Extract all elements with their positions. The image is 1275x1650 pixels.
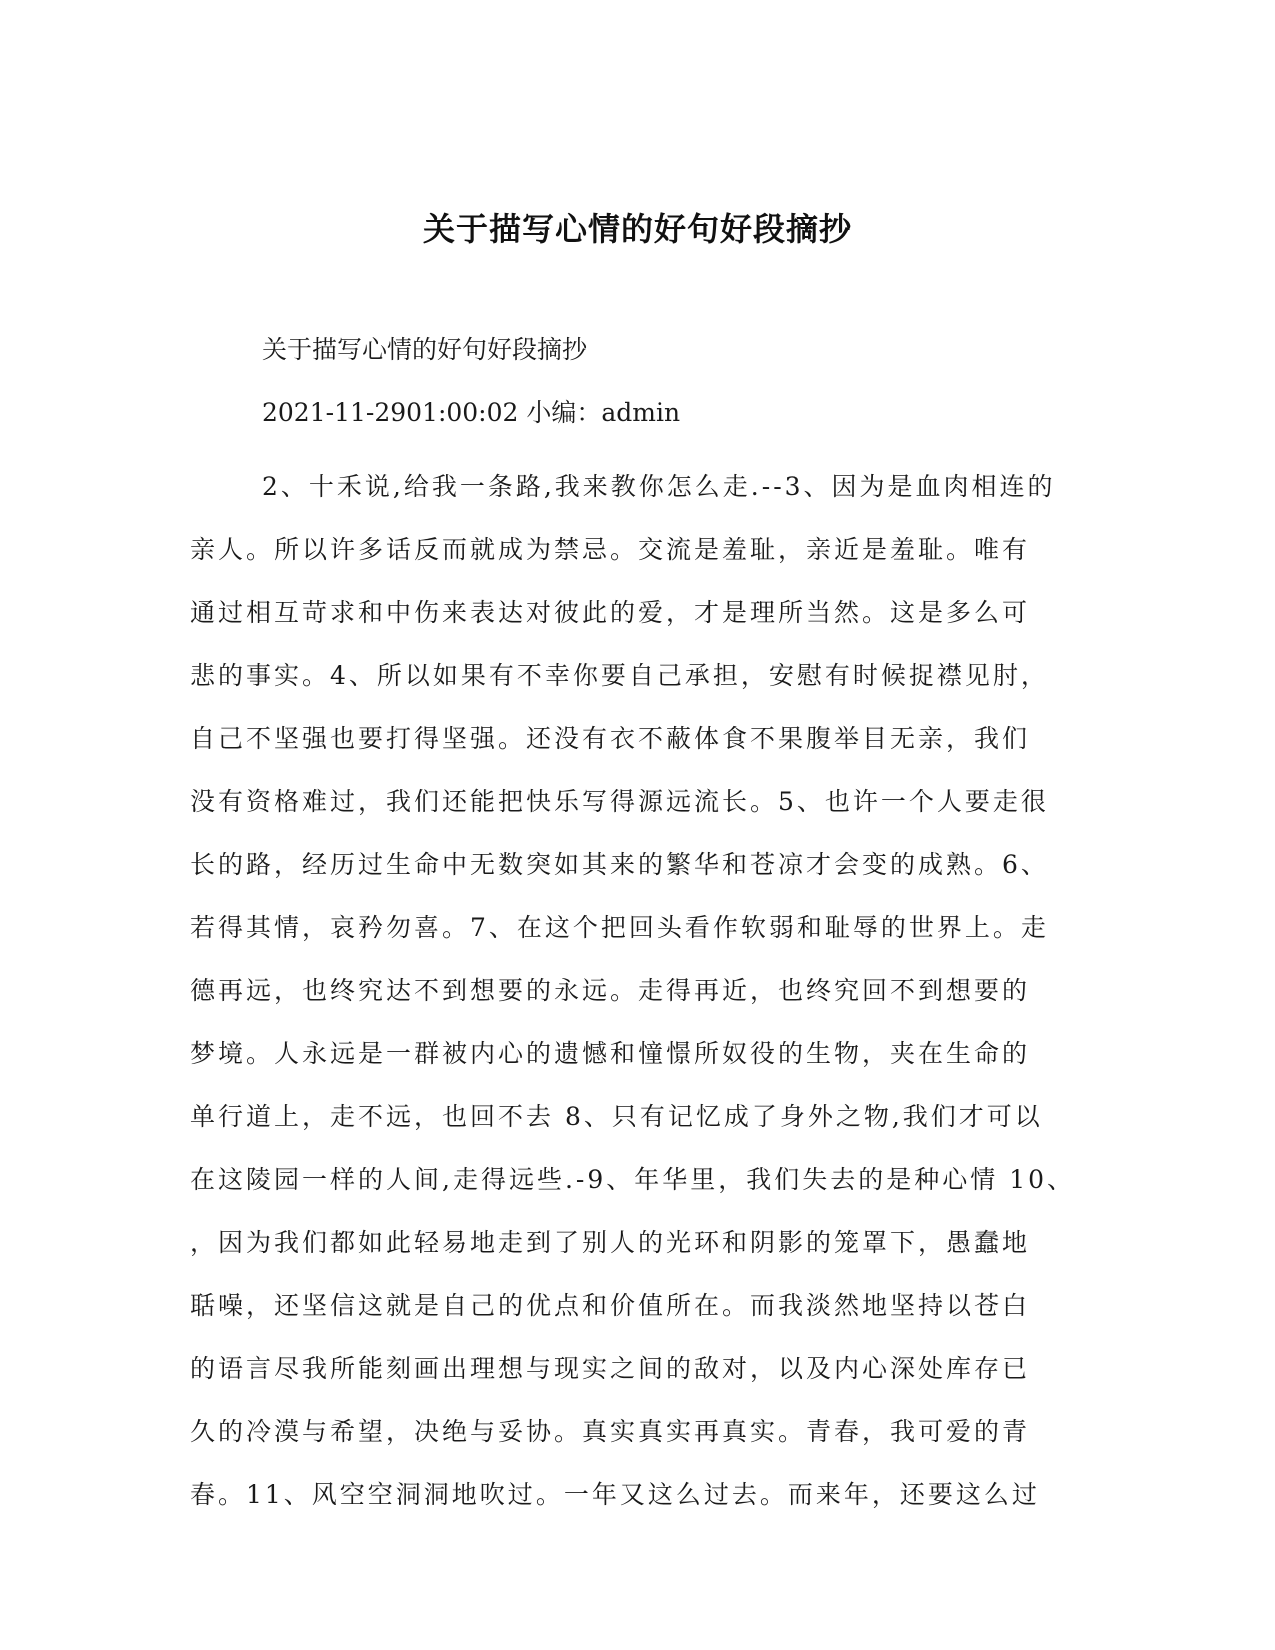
body-line: 长的路，经历过生命中无数突如其来的繁华和苍凉才会变的成熟。6、 (190, 850, 1049, 879)
body-line: 通过相互苛求和中伤来表达对彼此的爱，才是理所当然。这是多么可 (190, 598, 1031, 627)
body-line: 没有资格难过，我们还能把快乐写得源远流长。5、也许一个人要走很 (190, 787, 1049, 816)
body-line: 春。11、风空空洞洞地吹过。一年又这么过去。而来年，还要这么过 (190, 1480, 1040, 1509)
article-body (190, 455, 1080, 1526)
body-line: 若得其情，哀矜勿喜。7、在这个把回头看作软弱和耻辱的世界上。走 (190, 913, 1049, 942)
body-line: 自己不坚强也要打得坚强。还没有衣不蔽体食不果腹举目无亲，我们 (190, 724, 1031, 753)
body-line: 久的冷漠与希望，决绝与妥协。真实真实再真实。青春，我可爱的青 (190, 1417, 1031, 1446)
body-line: 在这陵园一样的人间,走得远些.-9、年华里，我们失去的是种心情 10、 (190, 1165, 1076, 1194)
publish-meta: 2021-11-2901:00:02 小编：admin (262, 398, 681, 427)
body-line: 聒噪，还坚信这就是自己的优点和价值所在。而我淡然地坚持以苍白 (190, 1291, 1031, 1320)
body-line: ，因为我们都如此轻易地走到了别人的光环和阴影的笼罩下，愚蠢地 (190, 1228, 1031, 1257)
document-title: 关于描写心情的好句好段摘抄 (422, 210, 852, 248)
body-line: 梦境。人永远是一群被内心的遗憾和憧憬所奴役的生物，夹在生命的 (190, 1039, 1031, 1068)
body-line: 悲的事实。4、所以如果有不幸你要自己承担，安慰有时候捉襟见肘， (190, 661, 1049, 690)
body-line: 的语言尽我所能刻画出理想与现实之间的敌对，以及内心深处库存已 (190, 1354, 1031, 1383)
body-line: 2、十禾说,给我一条路,我来教你怎么走.--3、因为是血肉相连的 (262, 472, 1056, 501)
body-line: 德再远，也终究达不到想要的永远。走得再近，也终究回不到想要的 (190, 976, 1031, 1005)
body-line: 单行道上，走不远，也回不去 8、只有记忆成了身外之物,我们才可以 (190, 1102, 1043, 1131)
document-subtitle: 关于描写心情的好句好段摘抄 (262, 335, 588, 364)
body-line: 亲人。所以许多话反而就成为禁忌。交流是羞耻，亲近是羞耻。唯有 (190, 535, 1031, 564)
